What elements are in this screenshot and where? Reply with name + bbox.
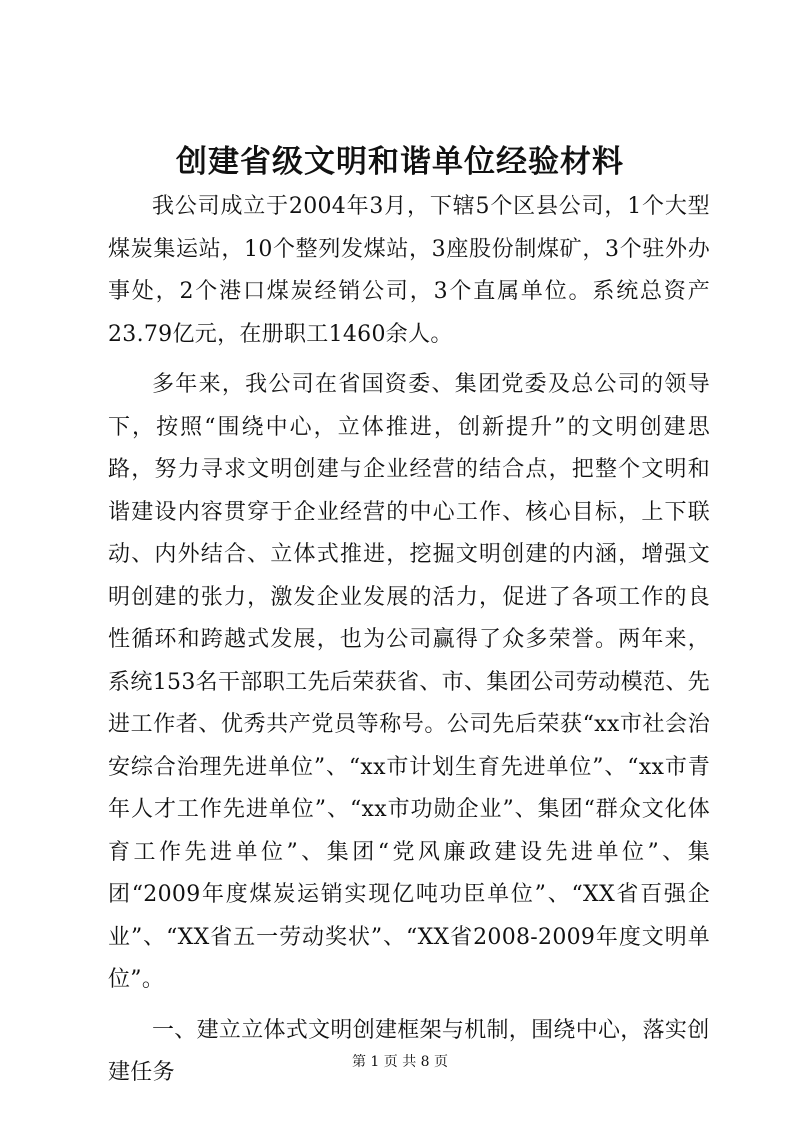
paragraph-achievements: 多年来，我公司在省国资委、集团党委及总公司的领导下，按照“围绕中心，立体推进，创新提升”的文明创建思路，努力寻求文明创建与企业经营的结合点，把整个文明和谐建设内容贯穿于企业经营的中心工作、核心目标，上下联动、内外结合、立体式推进，挖掘文明创建的内涵，增强文明创建的张力，激发企业发展的活力，促进了各项工作的良性循环和跨越式发展，也为公司赢得了众多荣誉。两年来，系统153名干部职工先后荣获省、市、集团公司劳动模范、先进工作者、优秀共产党员等称号。公司先后荣获“xx市社会治安综合治理先进单位”、“xx市计划生育先进单位”、“xx市青年人才工作先进单位”、“xx市功勋企业”、集团“群众文化体育工作先进单位”、集团“党风廉政建设先进单位”、集团“2009年度煤炭运销实现亿吨功臣单位”、“XX省百强企业”、“XX省五一劳动奖状”、“XX省2008-2009年度文明单位”。	[108, 372, 710, 992]
paragraph-gap	[108, 356, 710, 364]
paragraph-company-overview: 我公司成立于2004年3月，下辖5个区县公司，1个大型煤炭集运站，10个整列发煤站，3座股份制煤矿，3个驻外办事处，2个港口煤炭经销公司，3个直属单位。系统总资产23.79亿元，在册职工1460余人。	[108, 194, 710, 347]
document-body	[108, 186, 710, 1095]
document-title: 创建省级文明和谐单位经验材料	[176, 144, 624, 180]
page-number-footer: 第 1 页 共 8 页	[351, 1054, 449, 1070]
section-heading: 一、建立立体式文明创建框架与机制，围绕中心，落实创建任务	[108, 1017, 710, 1085]
